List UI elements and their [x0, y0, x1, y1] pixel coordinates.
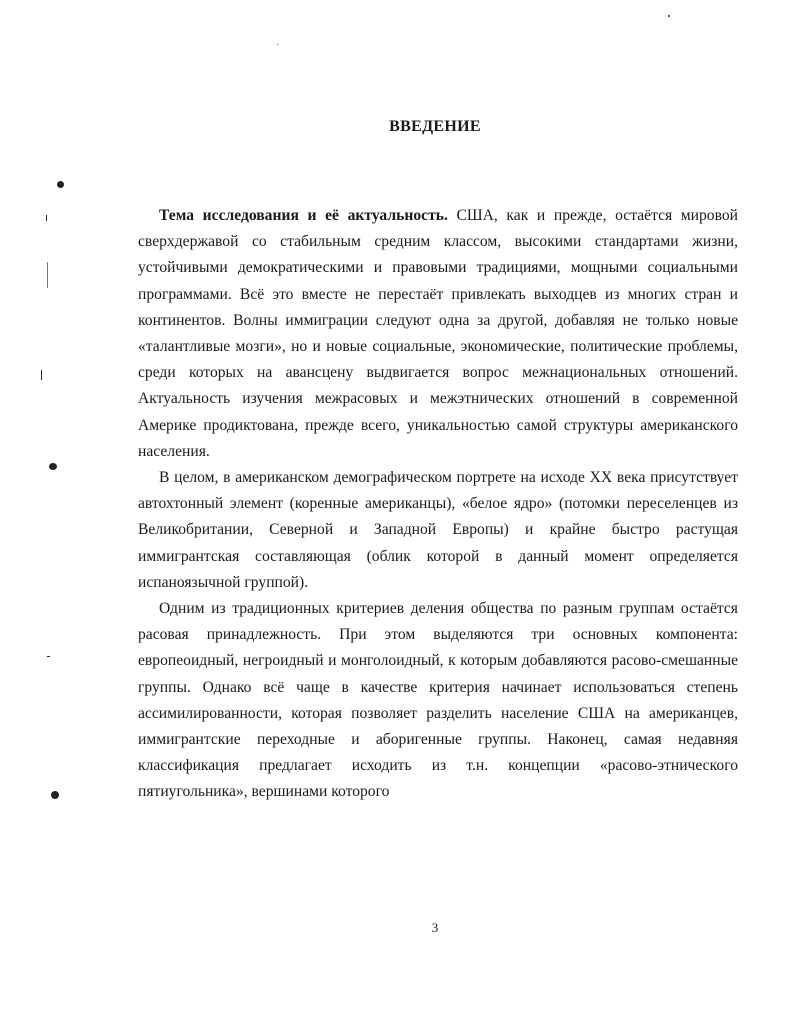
scan-speck — [57, 181, 64, 188]
paragraph-1 — [138, 203, 738, 465]
scan-speck — [41, 370, 42, 380]
scan-speck — [49, 463, 57, 470]
scan-speck — [47, 262, 48, 288]
scan-speck — [51, 791, 59, 799]
body-text — [138, 203, 738, 806]
scan-speck — [47, 656, 50, 657]
paragraph-3: Одним из традиционных критериев деления общества по разным группам остаётся расовая принадлежность. При этом выделяются три основных компонента: европеоидный, негроидный и монголоидный, к которым добавляются расово-смешанные группы. Однако всё чаще в качестве критерия начинает использоваться степень ассимилированности, которая позволяет разделить население США на американцев, иммигрантские переходные и аборигенные группы. Наконец, самая недавняя классификация предлагает исходить из т.н. концепции «расово-этнического пятиугольника», вершинами которого — [138, 600, 738, 801]
scan-speck — [277, 44, 278, 45]
scan-speck — [668, 15, 670, 17]
page-heading: ВВЕДЕНИЕ — [389, 118, 481, 135]
page-number: 3 — [431, 920, 439, 935]
paragraph-1-lead: Тема исследования и её актуальность. — [159, 207, 448, 224]
paragraph-1-text: США, как и прежде, остаётся мировой сверхдержавой со стабильным средним классом, высокими стандартами жизни, устойчивыми демократическими и правовыми традициями, мощными социальными программами. Всё это вместе не перестаёт привлекать выходцев из многих стран и континентов. Волны иммиграции следуют одна за другой, добавляя не только новые «талантливые мозги», но и новые социальные, экономические, политические проблемы, среди которых на авансцену выдвигается вопрос межнациональных отношений. Актуальность изучения межрасовых и межэтнических отношений в современной Америке продиктована, прежде всего, уникальностью самой структуры американского населения. — [138, 207, 738, 460]
paragraph-2: В целом, в американском демографическом портрете на исходе XX века присутствует автохтонный элемент (коренные американцы), «белое ядро» (потомки переселенцев из Великобритании, Северной и Западной Европы) и крайне быстро растущая иммигрантская составляющая (облик которой в данный момент определяется испаноязычной группой). — [138, 469, 738, 591]
scan-speck — [46, 215, 47, 221]
